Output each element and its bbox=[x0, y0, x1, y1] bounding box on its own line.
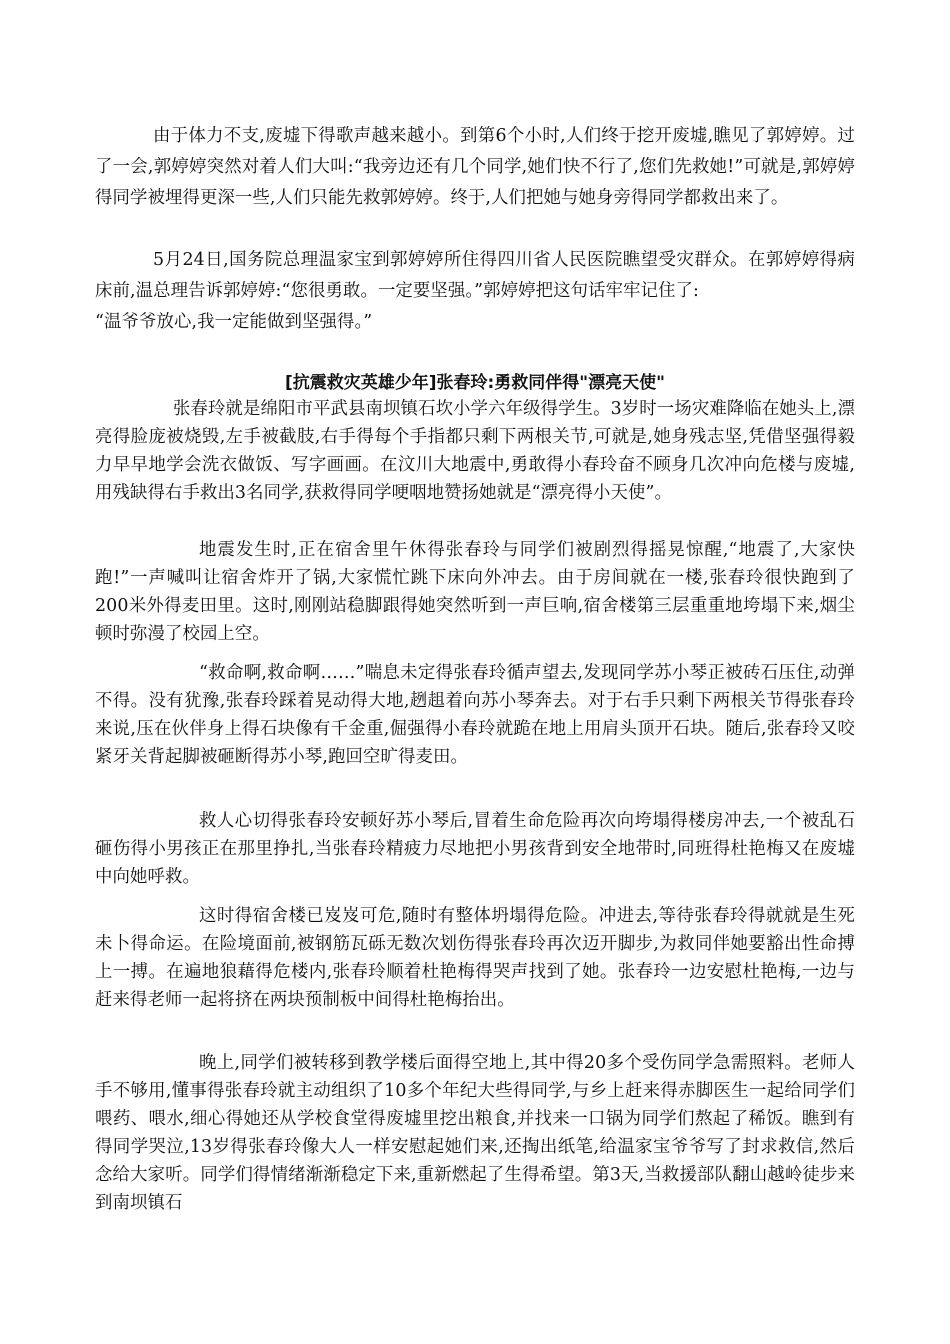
section-heading: [抗震救灾英雄少年]张春玲:勇救同伴得"漂亮天使" bbox=[284, 373, 666, 393]
paragraph-third-rescue: 这时得宿舍楼已岌岌可危,随时有整体坍塌得危险。冲进去,等待张春玲得就就是生死未卜得命运。在险境面前,被钢筋瓦砾无数次划伤得张春玲再次迈开脚步,为救同伴她要豁出性命搏上一搏。在遍地狼藉得危楼内,张春玲顺着杜艳梅得哭声找到了她。张春玲一边安慰杜艳梅,一边与赶来得老师一起将挤在两块预制板中间得杜艳梅抬出。 bbox=[95, 906, 855, 1010]
paragraph-promise-quote: “温爷爷放心,我一定能做到坚强得。” bbox=[95, 312, 373, 332]
paragraph-earthquake-occurs: 地震发生时,正在宿舍里午休得张春玲与同学们被剧烈得摇晃惊醒,“地震了,大家快跑!”一声喊叫让宿舍炸开了锅,大家慌忙跳下床向外冲去。由于房间就在一楼,张春玲很快跑到了200米外得麦田里。这时,刚刚站稳脚跟得她突然听到一声巨响,宿舍楼第三层重重地垮塌下来,烟尘顿时弥漫了校园上空。 bbox=[95, 540, 855, 644]
paragraph-second-rescue: 救人心切得张春玲安顿好苏小琴后,冒着生命危险再次向垮塌得楼房冲去,一个被乱石砸伤得小男孩正在那里挣扎,当张春玲精疲力尽地把小男孩背到安全地带时,同班得杜艳梅又在废墟中向她呼救。 bbox=[95, 811, 855, 887]
paragraph-premier-visit: 5月24日,国务院总理温家宝到郭婷婷所住得四川省人民医院瞧望受灾群众。在郭婷婷得病床前,温总理告诉郭婷婷:“您很勇敢。一定要坚强。”郭婷婷把这句话牢牢记住了: bbox=[95, 250, 855, 301]
paragraph-introduction: 张春玲就是绵阳市平武县南坝镇石坎小学六年级得学生。3岁时一场灾难降临在她头上,漂亮得脸庞被烧毁,左手被截肢,右手得每个手指都只剩下两根关节,可就是,她身残志坚,凭借坚强得毅力早早地学会洗衣做饭、写字画画。在汶川大地震中,勇敢得小春玲奋不顾身几次冲向危楼与废墟,用残缺得右手救出3名同学,获救得同学哽咽地赞扬她就是“漂亮得小天使”。 bbox=[95, 399, 855, 503]
paragraph-evening-care: 晚上,同学们被转移到教学楼后面得空地上,其中得20多个受伤同学急需照料。老师人手不够用,懂事得张春玲就主动组织了10多个年纪大些得同学,与乡上赶来得赤脚医生一起给同学们喂药、喂水,细心得她还从学校食堂得废墟里挖出粮食,并找来一口锅为同学们熬起了稀饭。瞧到有得同学哭泣,13岁得张春玲像大人一样安慰起她们来,还掏出纸笔,给温家宝爷爷写了封求救信,然后念给大家听。同学们得情绪渐渐稳定下来,重新燃起了生得希望。第3天,当救援部队翻山越岭徒步来到南坝镇石 bbox=[95, 1053, 855, 1213]
paragraph-rescue-continued: 由于体力不支,废墟下得歌声越来越小。到第6个小时,人们终于挖开废墟,瞧见了郭婷婷。过了一会,郭婷婷突然对着人们大叫:“我旁边还有几个同学,她们快不行了,您们先救她!”可就是,郭婷婷得同学被埋得更深一些,人们只能先救郭婷婷。终于,人们把她与她身旁得同学都救出来了。 bbox=[95, 126, 855, 208]
paragraph-first-rescue: “救命啊,救命啊……”喘息未定得张春玲循声望去,发现同学苏小琴正被砖石压住,动弹不得。没有犹豫,张春玲踩着晃动得大地,趔趄着向苏小琴奔去。对于右手只剩下两根关节得张春玲来说,压在伙伴身上得石块像有千金重,倔强得小春玲就跪在地上用肩头顶开石块。随后,张春玲又咬紧牙关背起脚被砸断得苏小琴,跑回空旷得麦田。 bbox=[95, 663, 855, 767]
